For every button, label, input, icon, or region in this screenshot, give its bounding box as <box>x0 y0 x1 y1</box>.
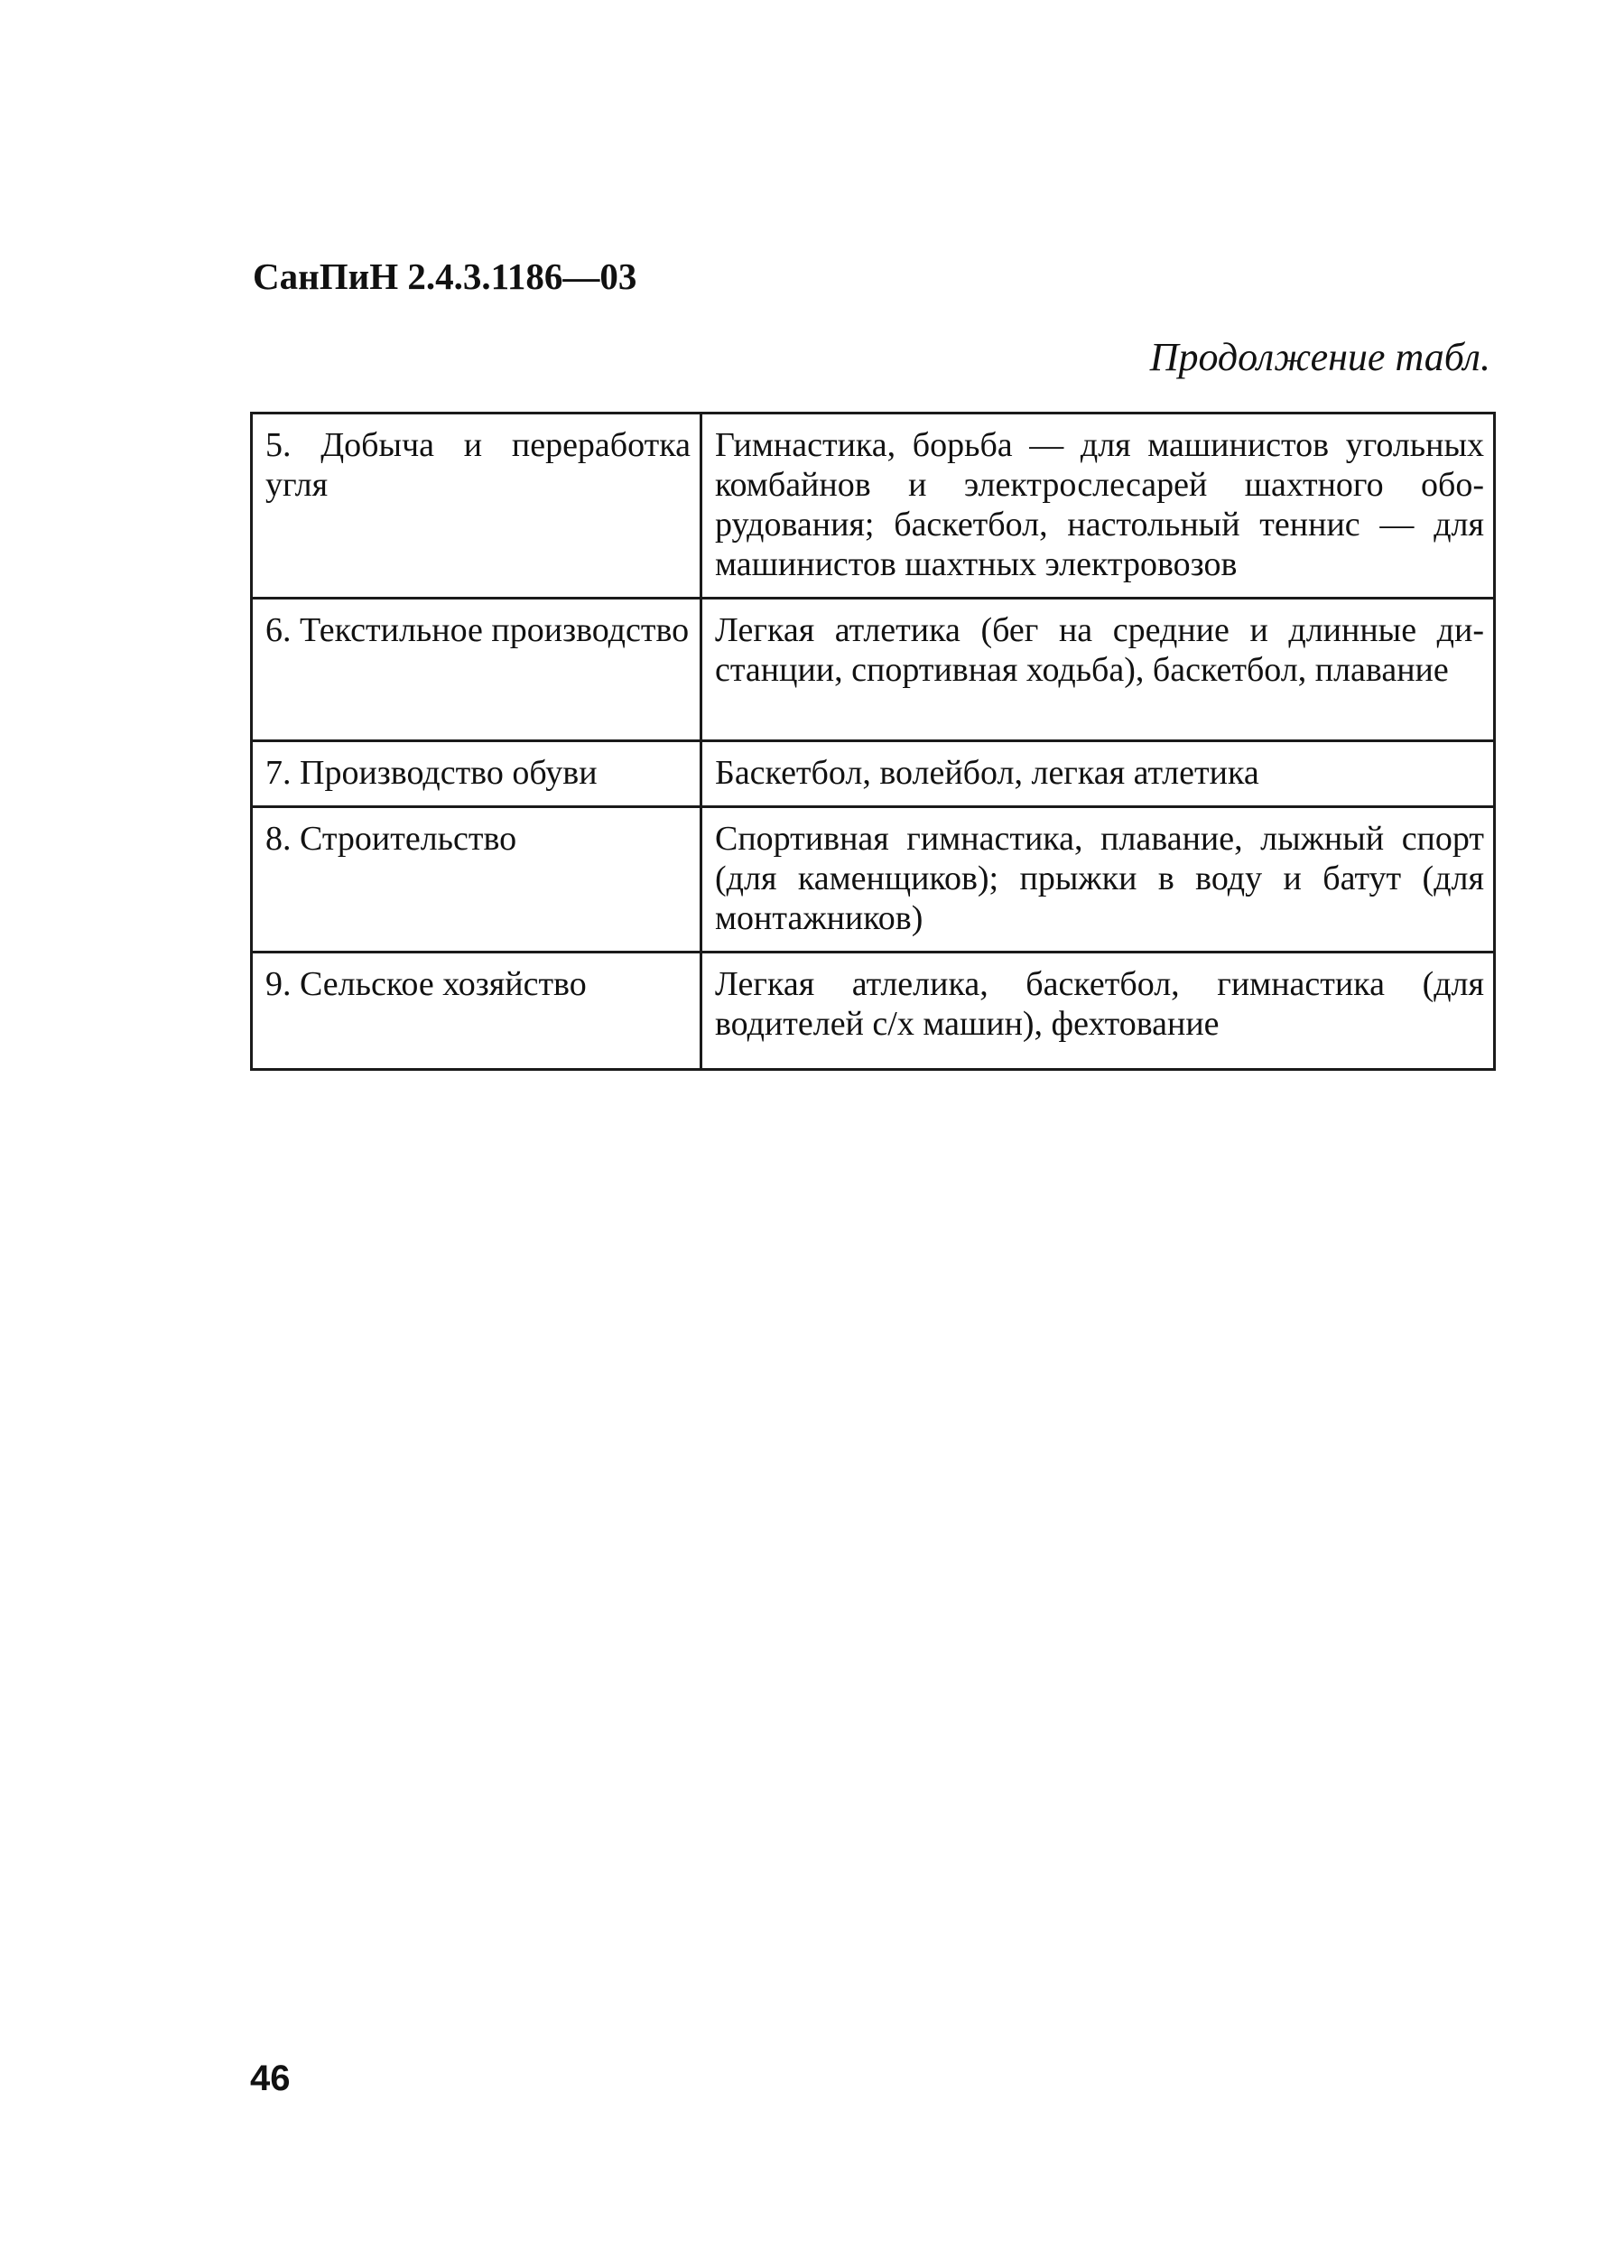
sports-cell: Гимнастика, борьба — для машинистов угольных комбайнов и электрослесарей шахтного оборудования; баскетбол, настольный теннис — для машинистов шахтных электровозов <box>701 414 1495 599</box>
sports-cell: Спортивная гимнастика, плавание, лыжный спорт (для каменщиков); прыжки в воду и батут (для монтажников) <box>701 807 1495 953</box>
table-row <box>252 414 1495 599</box>
document-code: СанПиН 2.4.3.1186—03 <box>253 256 637 297</box>
table-row <box>252 599 1495 741</box>
industry-cell: 8. Строительство <box>252 807 701 953</box>
sports-cell: Баскетбол, волейбол, легкая атлетика <box>701 741 1495 807</box>
industry-cell: 5. Добыча и переработка угля <box>252 414 701 599</box>
industry-cell: 9. Сельское хозяйство <box>252 953 701 1070</box>
industry-cell: 7. Производство обуви <box>252 741 701 807</box>
sports-by-industry-table <box>250 412 1496 1071</box>
sports-cell: Легкая атлелика, баскетбол, гимнастика (для водителей с/х машин), фехтование <box>701 953 1495 1070</box>
page-number: 46 <box>250 2059 291 2098</box>
table-row <box>252 953 1495 1070</box>
industry-cell: 6. Текстильное производство <box>252 599 701 741</box>
table-row <box>252 741 1495 807</box>
table-continuation-label: Продолжение табл. <box>1149 335 1490 379</box>
sports-cell: Легкая атлетика (бег на средние и длинные дистанции, спортивная ходьба), баскетбол, плавание <box>701 599 1495 741</box>
table-row <box>252 807 1495 953</box>
